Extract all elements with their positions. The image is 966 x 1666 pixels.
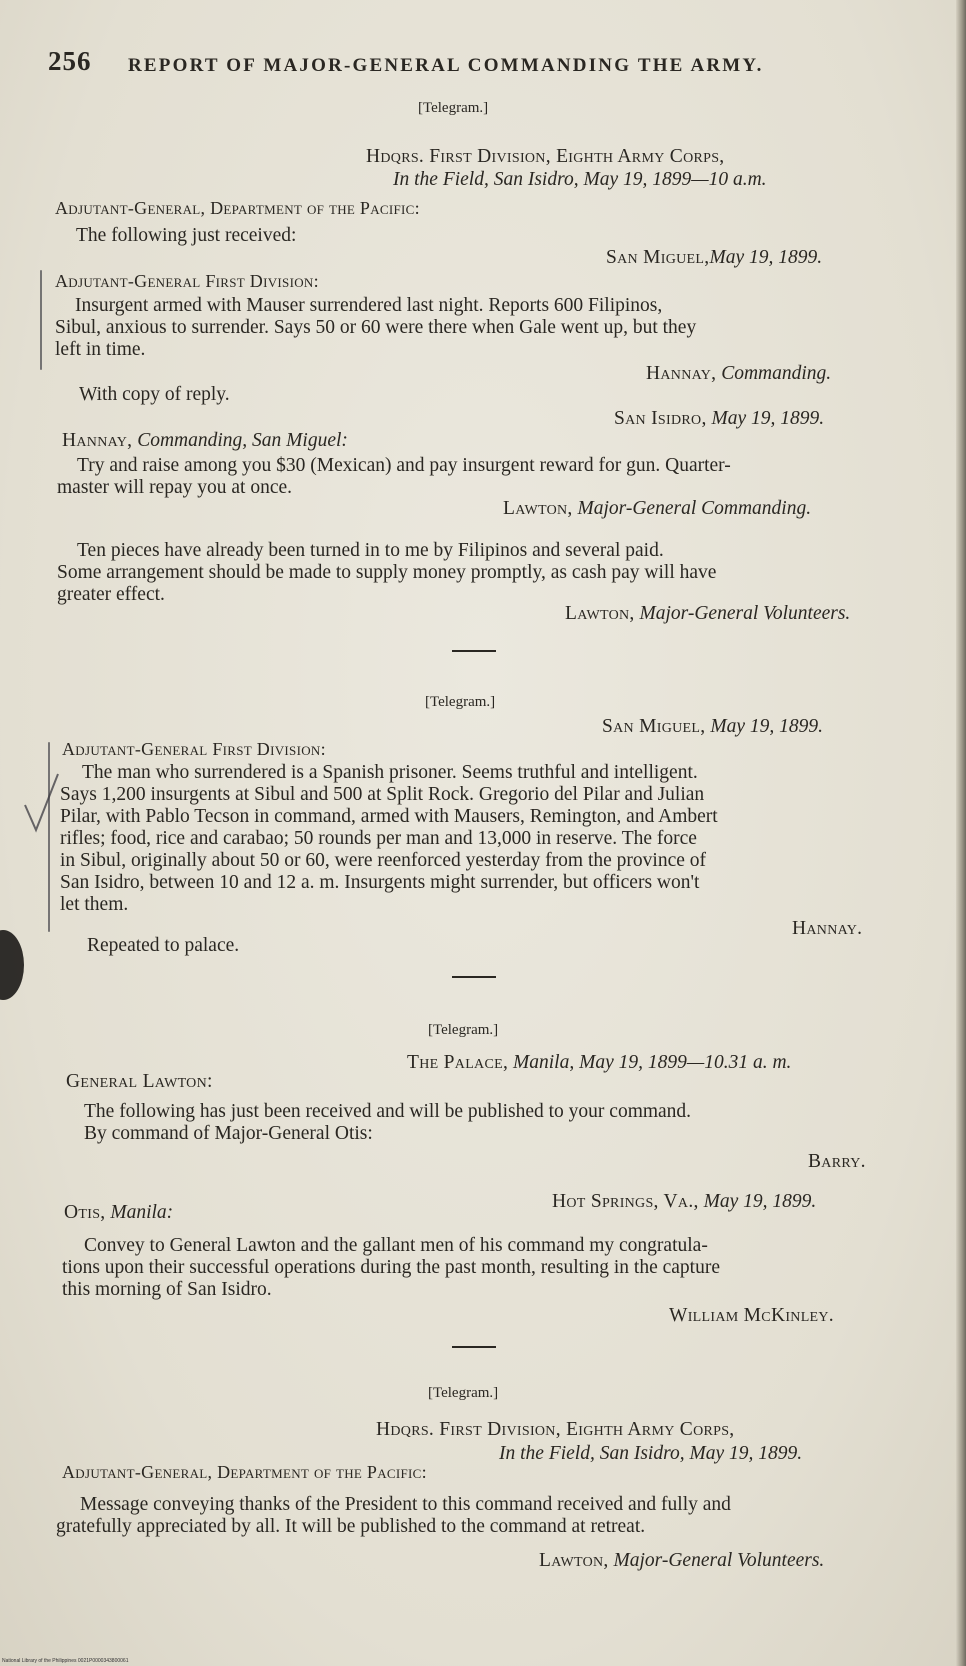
inner-place: San Miguel, [606, 247, 710, 268]
inner-date: May 19, 1899. [703, 1191, 817, 1212]
addressee-rest: Commanding, San Miguel: [137, 430, 348, 451]
signer: Lawton, [503, 498, 573, 519]
place-date [602, 716, 823, 738]
telegram-label: [Telegram.] [418, 100, 489, 116]
body-line: rifles; food, rice and carabao; 50 rounds per man and 13,000 in reserve. The force [60, 828, 697, 849]
note: Repeated to palace. [87, 935, 240, 956]
scan-footer: National Library of the Philippines 0021P0000343800061 [2, 1658, 129, 1664]
body-line: master will repay you at once. [57, 477, 292, 498]
body-line: Insurgent armed with Mauser surrendered last night. Reports 600 Filipinos, [75, 295, 663, 316]
signer-title: Commanding. [721, 363, 832, 384]
addressee: General Lawton: [66, 1071, 213, 1092]
body-line: Try and raise among you $30 (Mexican) and pay insurgent reward for gun. Quarter- [77, 455, 731, 476]
body-line: Says 1,200 insurgents at Sibul and 500 at Split Rock. Gregorio del Pilar and Julian [60, 784, 705, 805]
reply-date: May 19, 1899. [711, 408, 825, 429]
inner-addressee: Adjutant-General First Division: [55, 271, 319, 291]
place-rest: Manila, May 19, 1899—10.31 a. m. [513, 1052, 792, 1073]
reply-place: San Isidro, [614, 408, 707, 429]
message-body [60, 762, 906, 916]
signer-title: Major-General Volunteers. [639, 603, 851, 624]
place: The Palace, [407, 1052, 509, 1073]
sender-line: Hdqrs. First Division, Eighth Army Corps, [376, 1419, 735, 1440]
inner-place-date [606, 247, 822, 269]
inner-body [55, 295, 901, 361]
place-date-line: In the Field, San Isidro, May 19, 1899—10 a.m. [393, 169, 767, 190]
signer: Lawton, [565, 603, 635, 624]
addressee: Adjutant-General, Department of the Pacific: [62, 1462, 427, 1482]
inner-addressee [64, 1202, 173, 1224]
addressee: Adjutant-General, Department of the Pacific: [55, 198, 420, 218]
signer: William McKinley. [669, 1305, 834, 1326]
sender-line: Hdqrs. First Division, Eighth Army Corps, [366, 146, 725, 167]
body-line: Ten pieces have already been turned in to me by Filipinos and several paid. [77, 540, 664, 561]
intro-text: The following just received: [76, 225, 297, 246]
closing-body [57, 540, 903, 606]
signer-title: Major-General Volunteers. [613, 1550, 825, 1571]
place: San Miguel, [602, 716, 706, 737]
body-line: Some arrangement should be made to supply money promptly, as cash pay will have [57, 562, 717, 583]
signer-title: Major-General Commanding. [577, 498, 812, 519]
addressee-name: Hannay, [62, 430, 133, 451]
place-date [407, 1052, 791, 1074]
place-date-line: In the Field, San Isidro, May 19, 1899. [499, 1443, 803, 1464]
body-line: The following has just been received and will be published to your command. [84, 1101, 692, 1122]
inner-place: Hot Springs, Va., [552, 1191, 699, 1212]
body-line: Message conveying thanks of the President to this command received and fully and [80, 1494, 731, 1515]
body-line: this morning of San Isidro. [62, 1279, 272, 1300]
page-number: 256 [48, 46, 92, 76]
inner-place-date [552, 1191, 816, 1213]
closing-signature [539, 1550, 824, 1572]
telegram-label: [Telegram.] [428, 1022, 499, 1038]
body-line: The man who surrendered is a Spanish prisoner. Seems truthful and intelligent. [82, 762, 698, 783]
signer: Hannay, [646, 363, 717, 384]
message-body [56, 1494, 908, 1538]
body-line: let them. [60, 894, 129, 915]
body-line: gratefully appreciated by all. It will be published to the command at retreat. [56, 1516, 646, 1537]
addressee: Adjutant-General First Division: [62, 739, 326, 759]
thumb-shadow [0, 930, 24, 1000]
body-line: San Isidro, between 10 and 12 a. m. Insurgents might surrender, but officers won't [60, 872, 700, 893]
copy-note: With copy of reply. [79, 384, 230, 405]
body-line: By command of Major-General Otis: [84, 1123, 373, 1144]
body-line: Sibul, anxious to surrender. Says 50 or 60 were there when Gale went up, but they [55, 317, 697, 338]
section-rule [452, 1346, 496, 1348]
section-rule [452, 650, 496, 652]
telegram-label: [Telegram.] [425, 694, 496, 710]
page-edge [956, 0, 966, 1666]
inner-body [62, 1235, 908, 1301]
message-body [84, 1101, 904, 1145]
signer: Lawton, [539, 1550, 609, 1571]
body-line: greater effect. [57, 584, 165, 605]
reply-body [57, 455, 903, 499]
signer: Barry. [808, 1151, 866, 1172]
reply-signature [503, 498, 811, 520]
closing-signature [565, 603, 850, 625]
checkmark-icon [22, 770, 62, 840]
reply-addressee [62, 430, 348, 452]
inner-signature [646, 363, 831, 385]
body-line: tions upon their successful operations during the past month, resulting in the capture [62, 1257, 720, 1278]
telegram-label: [Telegram.] [428, 1385, 499, 1401]
body-line: Pilar, with Pablo Tecson in command, armed with Mausers, Remington, and Ambert [60, 806, 718, 827]
body-line: left in time. [55, 339, 146, 360]
inner-date: May 19, 1899. [709, 247, 823, 268]
addressee-name: Otis, [64, 1202, 106, 1223]
body-line: in Sibul, originally about 50 or 60, were reenforced yesterday from the province of [60, 850, 707, 871]
body-line: Convey to General Lawton and the gallant men of his command my congratula- [84, 1235, 708, 1256]
running-title: REPORT OF MAJOR-GENERAL COMMANDING THE ARMY. [128, 55, 764, 76]
section-rule [452, 976, 496, 978]
margin-pen-line [40, 270, 42, 370]
signer: Hannay. [792, 918, 863, 939]
date: May 19, 1899. [710, 716, 823, 737]
reply-place-date [614, 408, 824, 430]
addressee-rest: Manila: [110, 1202, 174, 1223]
